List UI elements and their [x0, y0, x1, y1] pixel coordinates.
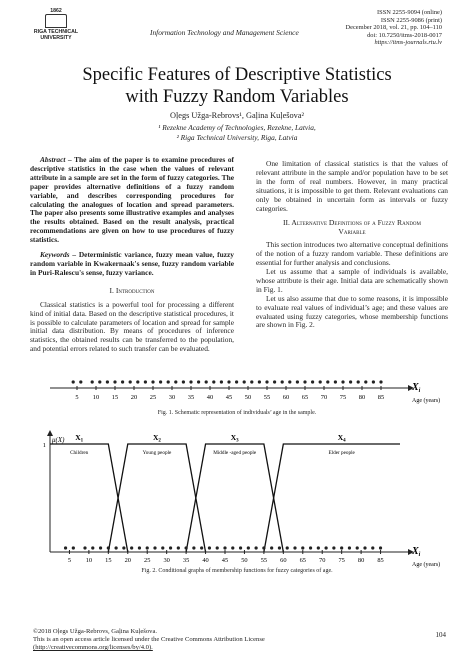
abstract-text: The aim of the paper is to examine procedures of descriptive statistics in the case when the values of relevant attribute in a sample are set in the form of fuzzy categories. The paper provides alternative definitions of a fuzzy random variable, and describes corresponding procedures for calculating the analogues of location and spread parameters. The paper also presents some illustrative examples and analyses the results obtained. Based on the result analysis, practical recommendations are given on how to use procedures of fuzzy statistics. [30, 155, 234, 245]
abstract-label: Abstract – [40, 155, 72, 164]
fig1-tick-label: 35 [187, 394, 195, 401]
journal-name: Information Technology and Management Science [150, 28, 299, 37]
fig1-tick-label: 45 [225, 394, 233, 401]
fig1-tick-label: 25 [149, 394, 157, 401]
fig2-xlabel: Age (years) [412, 562, 441, 568]
fig1-tick-label: 20 [130, 394, 138, 401]
section-heading-2 [256, 219, 448, 237]
fig2-tick-label: 20 [124, 557, 131, 564]
fig1-data-point [205, 380, 208, 383]
figure-1-chart [30, 368, 450, 416]
abstract [30, 156, 234, 354]
fig1-data-point [167, 380, 170, 383]
fig2-series-symbol-3: $X_3$ [230, 433, 239, 444]
issue-info: December 2018, vol. 21, pp. 104–110 [345, 24, 442, 32]
issn-online: ISSN 2255-9094 (online) [377, 9, 442, 16]
fig1-data-point [106, 380, 109, 383]
fig2-data-point [293, 546, 296, 549]
fig2-data-point [371, 546, 374, 549]
fig1-data-point [319, 380, 322, 383]
fig1-data-point [79, 380, 82, 383]
fig1-data-point [296, 380, 299, 383]
heading2-line1: II. Alternative Definitions of a Fuzzy Random [283, 218, 421, 228]
fig2-data-point [262, 546, 265, 549]
paper-title [0, 64, 474, 108]
fig1-tick-label: 75 [339, 394, 347, 401]
heading2-line2: Variable [338, 227, 366, 237]
fig1-data-point [379, 380, 382, 383]
right-column [256, 160, 448, 330]
fig2-data-point [223, 546, 226, 549]
fig2-series-line-4 [264, 444, 400, 552]
fig1-tick-label: 60 [282, 394, 290, 401]
fig1-tick-label: 65 [301, 394, 309, 401]
fig2-data-point [363, 546, 366, 549]
fig1-data-point [243, 380, 246, 383]
fig2-data-point [325, 546, 328, 549]
fig1-data-point [113, 380, 116, 383]
fig1-data-point [326, 380, 329, 383]
right-paragraph-1: One limitation of classical statistics is that the values of relevant attribute in the sample and/or population have to be set in the form of real numbers. However, in many practical situations, it is impossible to get them. Relevant evaluations can only be obtained in uncertain form as intervals or fuzzy categories. [256, 159, 448, 213]
fig2-tick-label: 75 [338, 557, 345, 564]
fig1-tick-label: 40 [206, 394, 214, 401]
fig1-data-point [151, 380, 154, 383]
issn-print: ISSN 2255-9086 (print) [380, 16, 442, 24]
fig2-series-line-1 [50, 444, 128, 552]
journal-meta [346, 9, 443, 47]
fig2-series-name-3: Middle -aged people [213, 450, 257, 456]
fig1-data-point [265, 380, 268, 383]
authors: Oļegs Užga-Rebrovs¹, Gaļina Kuļešova² [169, 111, 304, 120]
fig2-data-point [115, 546, 118, 549]
fig1-data-point [182, 380, 185, 383]
fig2-tick-label: 55 [260, 557, 268, 564]
fig1-data-point [121, 380, 124, 383]
fig1-data-point [349, 380, 352, 383]
figure-2-chart [30, 428, 450, 570]
fig2-data-point [122, 546, 125, 549]
fig1-data-point [227, 380, 230, 383]
fig1-data-point [303, 380, 306, 383]
journal-url[interactable]: https://itms-journals.rtu.lv [374, 39, 442, 47]
fig2-data-point [301, 546, 304, 549]
fig2-series-line-2 [108, 444, 205, 552]
fig2-data-point [216, 546, 219, 549]
fig2-data-point [332, 546, 335, 549]
fig1-axis-symbol: $X_i$ [412, 382, 421, 394]
fig2-data-point [91, 546, 94, 549]
logo-emblem-icon [45, 14, 67, 28]
fig2-tick-label: 10 [85, 557, 93, 564]
fig2-data-point [146, 546, 149, 549]
title-line1: Specific Features of Descriptive Statistics [82, 65, 392, 85]
fig1-data-point [235, 380, 238, 383]
fig1-data-point [189, 380, 192, 383]
fig2-series-symbol-1: $X_1$ [75, 433, 84, 444]
fig2-data-point [177, 546, 180, 549]
fig2-axis-symbol: $X_i$ [412, 546, 421, 558]
fig1-data-point [250, 380, 253, 383]
fig2-data-point [83, 546, 86, 549]
fig1-data-point [197, 380, 200, 383]
fig2-data-point [247, 546, 250, 549]
fig1-tick-label: 30 [168, 394, 176, 401]
fig2-tick-label: 80 [357, 557, 365, 564]
fig2-data-point [72, 546, 75, 549]
logo-line1: RIGA TECHNICAL [33, 29, 79, 35]
fig2-data-point [348, 546, 351, 549]
fig2-data-point [153, 546, 156, 549]
fig1-data-point [288, 380, 291, 383]
fig2-data-point [239, 546, 242, 549]
license-text: This is an open access article licensed under the Creative Commons Attribution License [33, 636, 265, 643]
fig2-tick-label: 15 [105, 557, 112, 564]
fig2-data-point [138, 546, 141, 549]
copyright: ©2018 Oļegs Užga-Rebrovs, Gaļina Kuļešova. [33, 628, 158, 635]
fig1-data-point [341, 380, 344, 383]
title-line2: with Fuzzy Random Variables [125, 87, 349, 107]
fig1-data-point [91, 380, 94, 383]
fig1-data-point [357, 380, 360, 383]
fig2-series-symbol-2: $X_2$ [152, 433, 161, 444]
section-heading-intro: I. Introduction [109, 285, 155, 295]
fig1-data-point [212, 380, 215, 383]
fig1-tick-label: 85 [377, 394, 385, 401]
fig2-data-point [379, 546, 382, 549]
fig2-tick-label: 40 [202, 557, 209, 564]
fig1-xlabel: Age (years) [412, 398, 441, 404]
right-paragraph-2: This section introduces two alternative conceptual definitions of the notion of a fuzzy random variable. These definitions are essential for further analysis and conclusions. [256, 240, 448, 268]
fig1-data-point [98, 380, 101, 383]
logo-line2: UNIVERSITY [40, 35, 72, 41]
fig1-data-point [311, 380, 314, 383]
fig2-data-point [64, 546, 67, 549]
right-paragraph-4: Let us also assume that due to some reasons, it is impossible to evaluate real values of individual’s age; and these values are evaluated using fuzzy categories, whose membership functions are shown in Fig. 2. [256, 293, 448, 330]
fig2-data-point [278, 546, 281, 549]
fig2-tick-label: 60 [280, 557, 287, 564]
keywords-label: Keywords – [40, 250, 77, 260]
fig1-data-point [72, 380, 75, 383]
intro-paragraph: Classical statistics is a powerful tool for processing a different kind of initial data. Based on the descriptive statistical procedures, it is possible to calculate parameters of location and spread for sample initial data distribution. By means of procedures of inference statistics, the obtained results can be transferred to the population, and potential errors related to such transfer can be evaluated. [30, 299, 234, 354]
fig1-data-point [144, 380, 147, 383]
fig1-data-point [273, 380, 276, 383]
fig2-series-name-1: Children [70, 450, 89, 456]
license-footer [33, 628, 265, 652]
affiliation-1: ¹ Rezekne Academy of Technologies, Rezekne, Latvia, [158, 123, 316, 132]
fig2-data-point [231, 546, 234, 549]
fig1-data-point [281, 380, 284, 383]
fig2-data-point [317, 546, 320, 549]
fig2-tick-label: 50 [241, 557, 248, 564]
fig1-tick-label: 70 [320, 394, 328, 401]
fig2-data-point [192, 546, 195, 549]
fig2-data-point [286, 546, 289, 549]
fig2-data-point [99, 546, 102, 549]
fig1-tick-label: 15 [111, 394, 119, 401]
fig1-tick-label: 10 [92, 394, 100, 401]
fig2-series-name-4: Elder people [328, 450, 355, 456]
fig2-data-point [340, 546, 343, 549]
logo-year: 1862 [50, 8, 62, 14]
fig2-data-point [270, 546, 273, 549]
fig1-data-point [258, 380, 261, 383]
fig2-y-tick-label: 1 [42, 442, 46, 449]
doi: doi: 10.7250/itms-2018-0017 [367, 31, 442, 39]
fig1-data-point [136, 380, 139, 383]
fig2-data-point [200, 546, 203, 549]
fig1-data-point [334, 380, 337, 383]
fig2-data-point [107, 546, 110, 549]
fig2-data-point [130, 546, 133, 549]
fig2-tick-label: 30 [163, 557, 170, 564]
fig1-data-point [372, 380, 375, 383]
fig2-tick-label: 85 [377, 557, 384, 564]
fig1-data-point [129, 380, 132, 383]
figure-1-caption: Fig. 1. Schematic representation of individuals’ age in the sample. [157, 410, 317, 416]
fig1-data-point [174, 380, 177, 383]
fig2-tick-label: 35 [182, 557, 190, 564]
fig2-data-point [255, 546, 258, 549]
fig2-tick-label: 65 [299, 557, 306, 564]
fig2-series-symbol-4: $X_4$ [337, 433, 346, 444]
fig2-series-line-3 [186, 444, 283, 552]
fig1-data-point [220, 380, 223, 383]
fig2-data-point [161, 546, 164, 549]
university-logo [28, 8, 84, 41]
fig2-data-point [309, 546, 312, 549]
fig2-tick-label: 45 [221, 557, 229, 564]
fig1-tick-label: 55 [263, 394, 271, 401]
page-number: 104 [435, 631, 446, 639]
fig2-ylabel: μ(X) [52, 436, 65, 444]
fig2-data-point [185, 546, 188, 549]
fig2-series-name-2: Young people [142, 450, 172, 456]
right-paragraph-3: Let us assume that a sample of individuals is available, whose attribute is their age. Initial data are schematically shown in Fig. 1. [256, 266, 448, 294]
license-link[interactable]: (http://creativecommons.org/licenses/by/4.0). [33, 644, 153, 651]
fig1-tick-label: 80 [358, 394, 366, 401]
fig2-data-point [169, 546, 172, 549]
fig1-data-point [364, 380, 367, 383]
keywords-text: Deterministic variance, fuzzy mean value, fuzzy random variable in Kwakernaak's sense, fuzzy random variable in Puri-Ralescu's sense, fuzzy variance. [30, 250, 234, 277]
fig2-tick-label: 5 [67, 557, 72, 564]
fig2-data-point [356, 546, 359, 549]
fig2-data-point [208, 546, 211, 549]
fig2-tick-label: 25 [144, 557, 151, 564]
figure-2-caption: Fig. 2. Conditional graphs of membership functions for fuzzy categories of age. [141, 568, 333, 574]
affiliation-2: ² Riga Technical University, Riga, Latvia [176, 133, 298, 142]
fig1-tick-label: 50 [244, 394, 252, 401]
fig1-tick-label: 5 [75, 394, 79, 401]
fig1-data-point [159, 380, 162, 383]
fig2-tick-label: 70 [319, 557, 326, 564]
